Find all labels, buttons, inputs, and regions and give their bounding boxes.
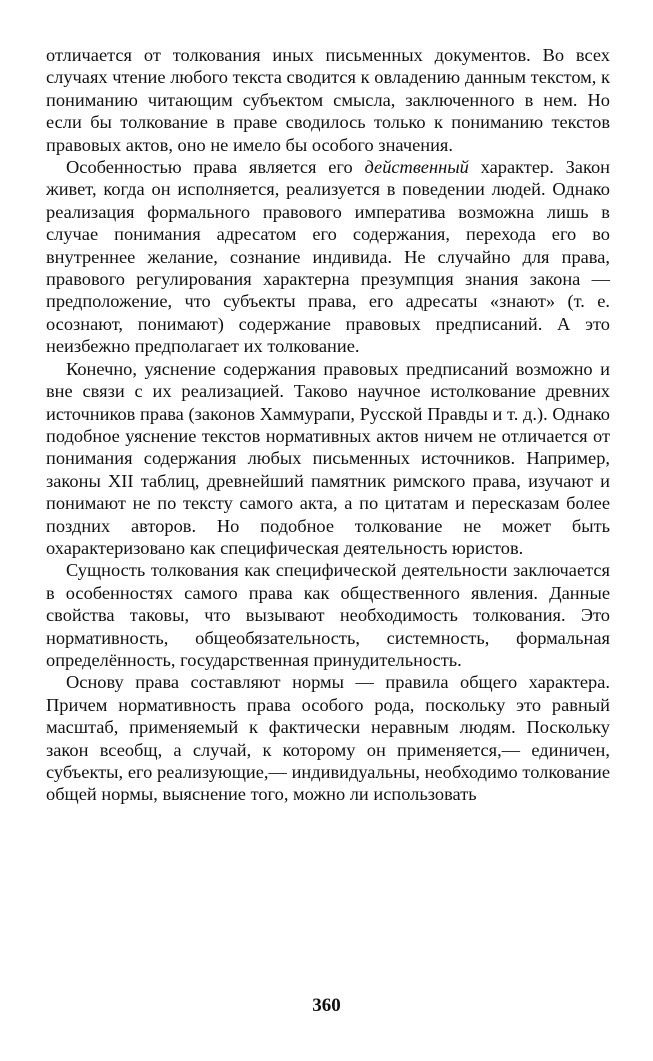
paragraph-5 <box>46 671 610 805</box>
paragraph-1-text: отличается от толкования иных письменных документов. Во всех случаях чтение любого текста сводится к овладению данным текстом, к пониманию читающим субъектом смысла, заключенного в нем. Но если бы толкование в праве сводилось только к пониманию текстов правовых актов, оно не имело бы особого значения. <box>46 45 610 155</box>
paragraph-5-text: Основу права составляют нормы — правила общего характера. Причем нормативность права особого рода, поскольку это равный масштаб, применяемый к фактически неравным людям. Поскольку закон всеобщ, а случай, к которому он применяется,— единичен, субъекты, его реализующие,— индивидуальны, необходимо толкование общей нормы, выяснение того, можно ли использовать <box>46 672 610 805</box>
paragraph-2-text-start: Особенностью права является его <box>66 157 365 178</box>
paragraph-3 <box>46 358 610 560</box>
body-text <box>46 44 610 806</box>
paragraph-3-text: Конечно, уяснение содержания правовых предписаний возможно и вне связи с их реализацией. Таково научное истолкование древних источников права (законов Хаммурапи, Русской Правды и т. д.). Однако подобное уяснение текстов нормативных актов ничем не отличается от понимания содержания любых письменных источников. Например, законы XII таблиц, древнейший памятник римского права, изучают и понимают не по тексту самого акта, а по цитатам и пересказам более поздних авторов. Но подобное толкование не может быть охарактеризовано как специфическая деятельность юристов. <box>46 358 610 558</box>
paragraph-1 <box>46 44 610 156</box>
paragraph-2-text-end: характер. Закон живет, когда он исполняется, реализуется в поведении людей. Однако реализация формального правового императива возможна лишь в случае понимания адресатом его содержания, перехода его во внутреннее желание, сознание индивида. Не случайно для права, правового регулирования характерна презумпция знания закона — предположение, что субъекты права, его адресаты «знают» (т. е. осознают, понимают) содержание правовых предписаний. А это неизбежно предполагает их толкование. <box>46 157 610 357</box>
paragraph-4 <box>46 559 610 671</box>
paragraph-2 <box>46 156 610 358</box>
paragraph-2-emphasis: действенный <box>364 157 469 178</box>
page-number: 360 <box>312 995 341 1016</box>
paragraph-4-text: Сущность толкования как специфической деятельности заключается в особенностях самого права как общественного явления. Данные свойства таковы, что вызывают необходимость толкования. Это нормативность, общеобязательность, системность, формальная определённость, государственная принудительность. <box>46 560 610 670</box>
